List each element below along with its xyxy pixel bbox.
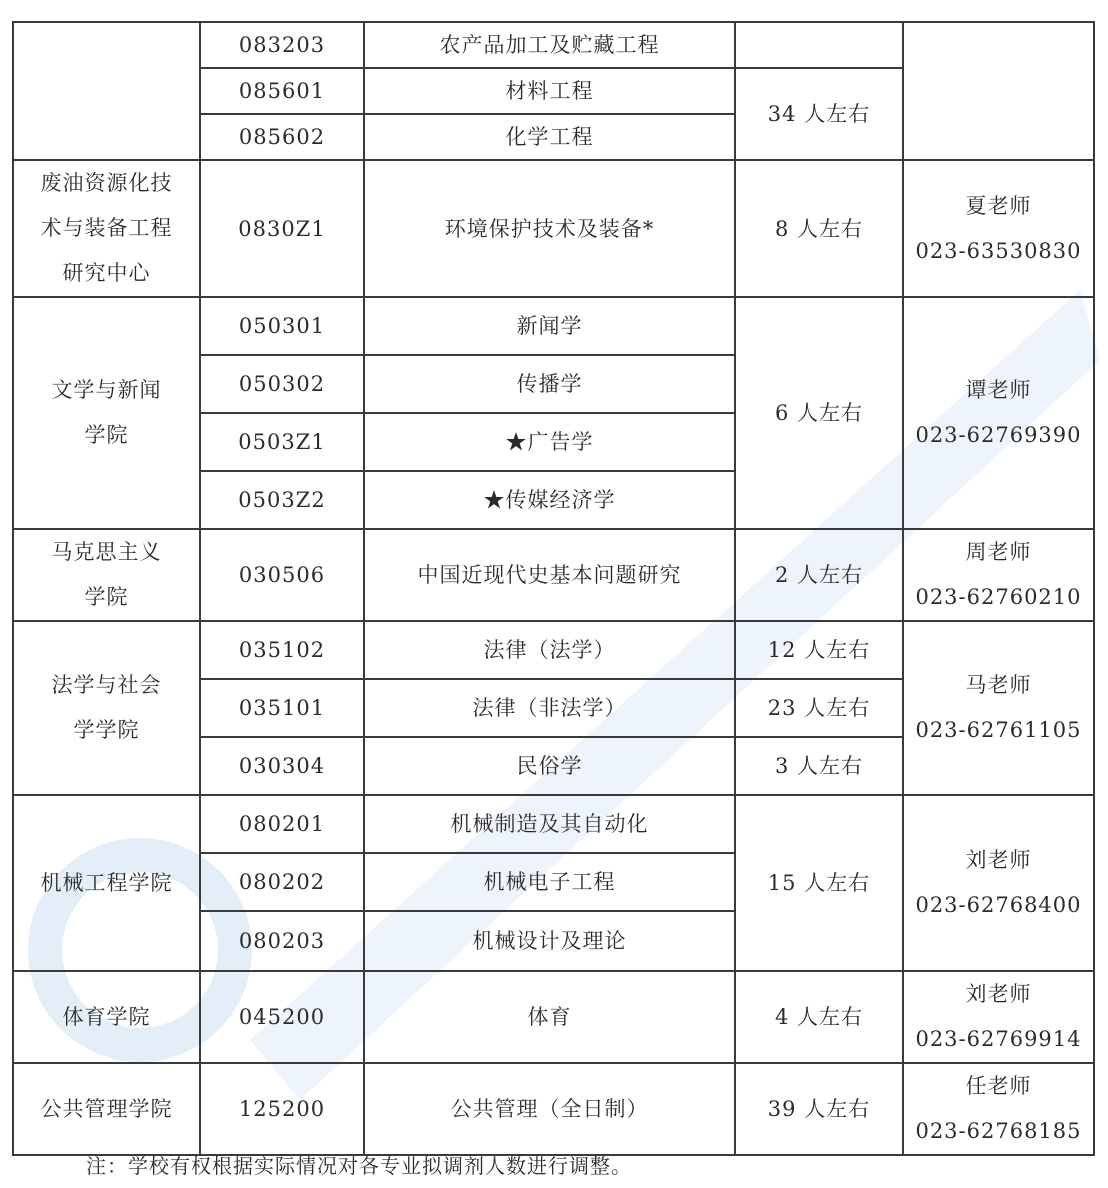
quota-cell: 3 人左右 <box>735 737 903 795</box>
college-cell <box>13 971 200 1063</box>
contact-name: 任老师 <box>965 1074 1032 1098</box>
major-code: 0503Z2 <box>200 471 364 529</box>
contact-cell <box>903 971 1094 1063</box>
contact-cell <box>903 529 1094 621</box>
contact-name: 夏老师 <box>965 193 1032 218</box>
table-row <box>13 297 1094 355</box>
contact-name: 谭老师 <box>965 378 1032 402</box>
major-name: 材料工程 <box>364 68 735 114</box>
contact-cell <box>903 297 1094 529</box>
contact-phone: 023-62761105 <box>915 718 1082 742</box>
college-name-line: 体育学院 <box>62 1004 151 1029</box>
college-name-line: 学院 <box>84 585 129 609</box>
contact-name: 马老师 <box>965 673 1032 697</box>
college-name-line: 术与装备工程 <box>40 216 173 240</box>
college-cell <box>13 621 200 795</box>
contact-cell <box>903 621 1094 795</box>
major-code: 0830Z1 <box>200 160 364 297</box>
major-code: 050301 <box>200 297 364 355</box>
college-cell <box>13 795 200 971</box>
contact-phone: 023-62769390 <box>915 423 1082 447</box>
footnote: 注：学校有权根据实际情况对各专业拟调剂人数进行调整。 <box>86 1154 632 1178</box>
major-name: 化学工程 <box>364 114 735 160</box>
contact-name: 刘老师 <box>965 982 1032 1006</box>
major-code: 125200 <box>200 1063 364 1155</box>
major-name: 公共管理（全日制） <box>364 1063 735 1155</box>
quota-cell: 2 人左右 <box>735 529 903 621</box>
contact-phone: 023-62768400 <box>915 893 1082 917</box>
college-name-line: 研究中心 <box>62 261 151 285</box>
college-name-line: 马克思主义 <box>51 540 162 564</box>
major-code: 083203 <box>200 22 364 68</box>
contact-cell <box>903 160 1094 297</box>
major-code: 035102 <box>200 621 364 679</box>
contact-cell <box>903 795 1094 971</box>
quota-cell: 8 人左右 <box>735 160 903 297</box>
college-cell <box>13 529 200 621</box>
major-code: 045200 <box>200 971 364 1063</box>
contact-phone: 023-62768185 <box>915 1119 1082 1143</box>
major-name: 环境保护技术及装备* <box>364 160 735 297</box>
major-code: 080201 <box>200 795 364 853</box>
table-row <box>13 621 1094 679</box>
college-name-line: 机械工程学院 <box>40 870 173 895</box>
table-row <box>13 795 1094 853</box>
college-cell <box>13 1063 200 1155</box>
major-code: 0503Z1 <box>200 413 364 471</box>
major-name: 体育 <box>364 971 735 1063</box>
major-code: 085601 <box>200 68 364 114</box>
quota-cell: 23 人左右 <box>735 679 903 737</box>
contact-phone: 023-62760210 <box>915 585 1082 609</box>
major-code: 030304 <box>200 737 364 795</box>
major-name: 传播学 <box>364 355 735 413</box>
college-name-line: 学院 <box>84 423 129 447</box>
quota-cell: 15 人左右 <box>735 795 903 971</box>
table-row <box>13 971 1094 1063</box>
college-name-line: 法学与社会 <box>51 673 162 697</box>
major-name: 机械设计及理论 <box>364 911 735 971</box>
college-name-line: 公共管理学院 <box>40 1096 173 1121</box>
quota-cell: 4 人左右 <box>735 971 903 1063</box>
contact-name: 刘老师 <box>965 848 1032 872</box>
major-code: 080203 <box>200 911 364 971</box>
major-code: 030506 <box>200 529 364 621</box>
table-row <box>13 1063 1094 1155</box>
major-name: 机械电子工程 <box>364 853 735 911</box>
major-name: 农产品加工及贮藏工程 <box>364 22 735 68</box>
major-code: 085602 <box>200 114 364 160</box>
major-code: 050302 <box>200 355 364 413</box>
quota-cell <box>735 22 903 68</box>
quota-cell: 39 人左右 <box>735 1063 903 1155</box>
major-name: 中国近现代史基本问题研究 <box>364 529 735 621</box>
major-name: 法律（法学） <box>364 621 735 679</box>
college-name-line: 废油资源化技 <box>40 171 173 195</box>
table-row <box>13 529 1094 621</box>
quota-cell: 34 人左右 <box>735 68 903 160</box>
contact-phone: 023-62769914 <box>915 1027 1082 1051</box>
college-name-line: 学学院 <box>73 718 140 742</box>
major-name: ★传媒经济学 <box>364 471 735 529</box>
quota-cell: 6 人左右 <box>735 297 903 529</box>
major-name: 民俗学 <box>364 737 735 795</box>
major-name: 新闻学 <box>364 297 735 355</box>
quota-cell: 12 人左右 <box>735 621 903 679</box>
contact-cell <box>903 22 1094 160</box>
college-cell <box>13 22 200 160</box>
adjustment-table <box>12 21 1095 1156</box>
table-row <box>13 22 1094 68</box>
table-row <box>13 160 1094 297</box>
college-name-line: 文学与新闻 <box>51 378 162 402</box>
contact-cell <box>903 1063 1094 1155</box>
major-code: 080202 <box>200 853 364 911</box>
college-cell <box>13 160 200 297</box>
major-name: 机械制造及其自动化 <box>364 795 735 853</box>
major-code: 035101 <box>200 679 364 737</box>
major-name: ★广告学 <box>364 413 735 471</box>
major-name: 法律（非法学） <box>364 679 735 737</box>
contact-phone: 023-63530830 <box>915 238 1082 263</box>
contact-name: 周老师 <box>965 540 1032 564</box>
college-cell <box>13 297 200 529</box>
